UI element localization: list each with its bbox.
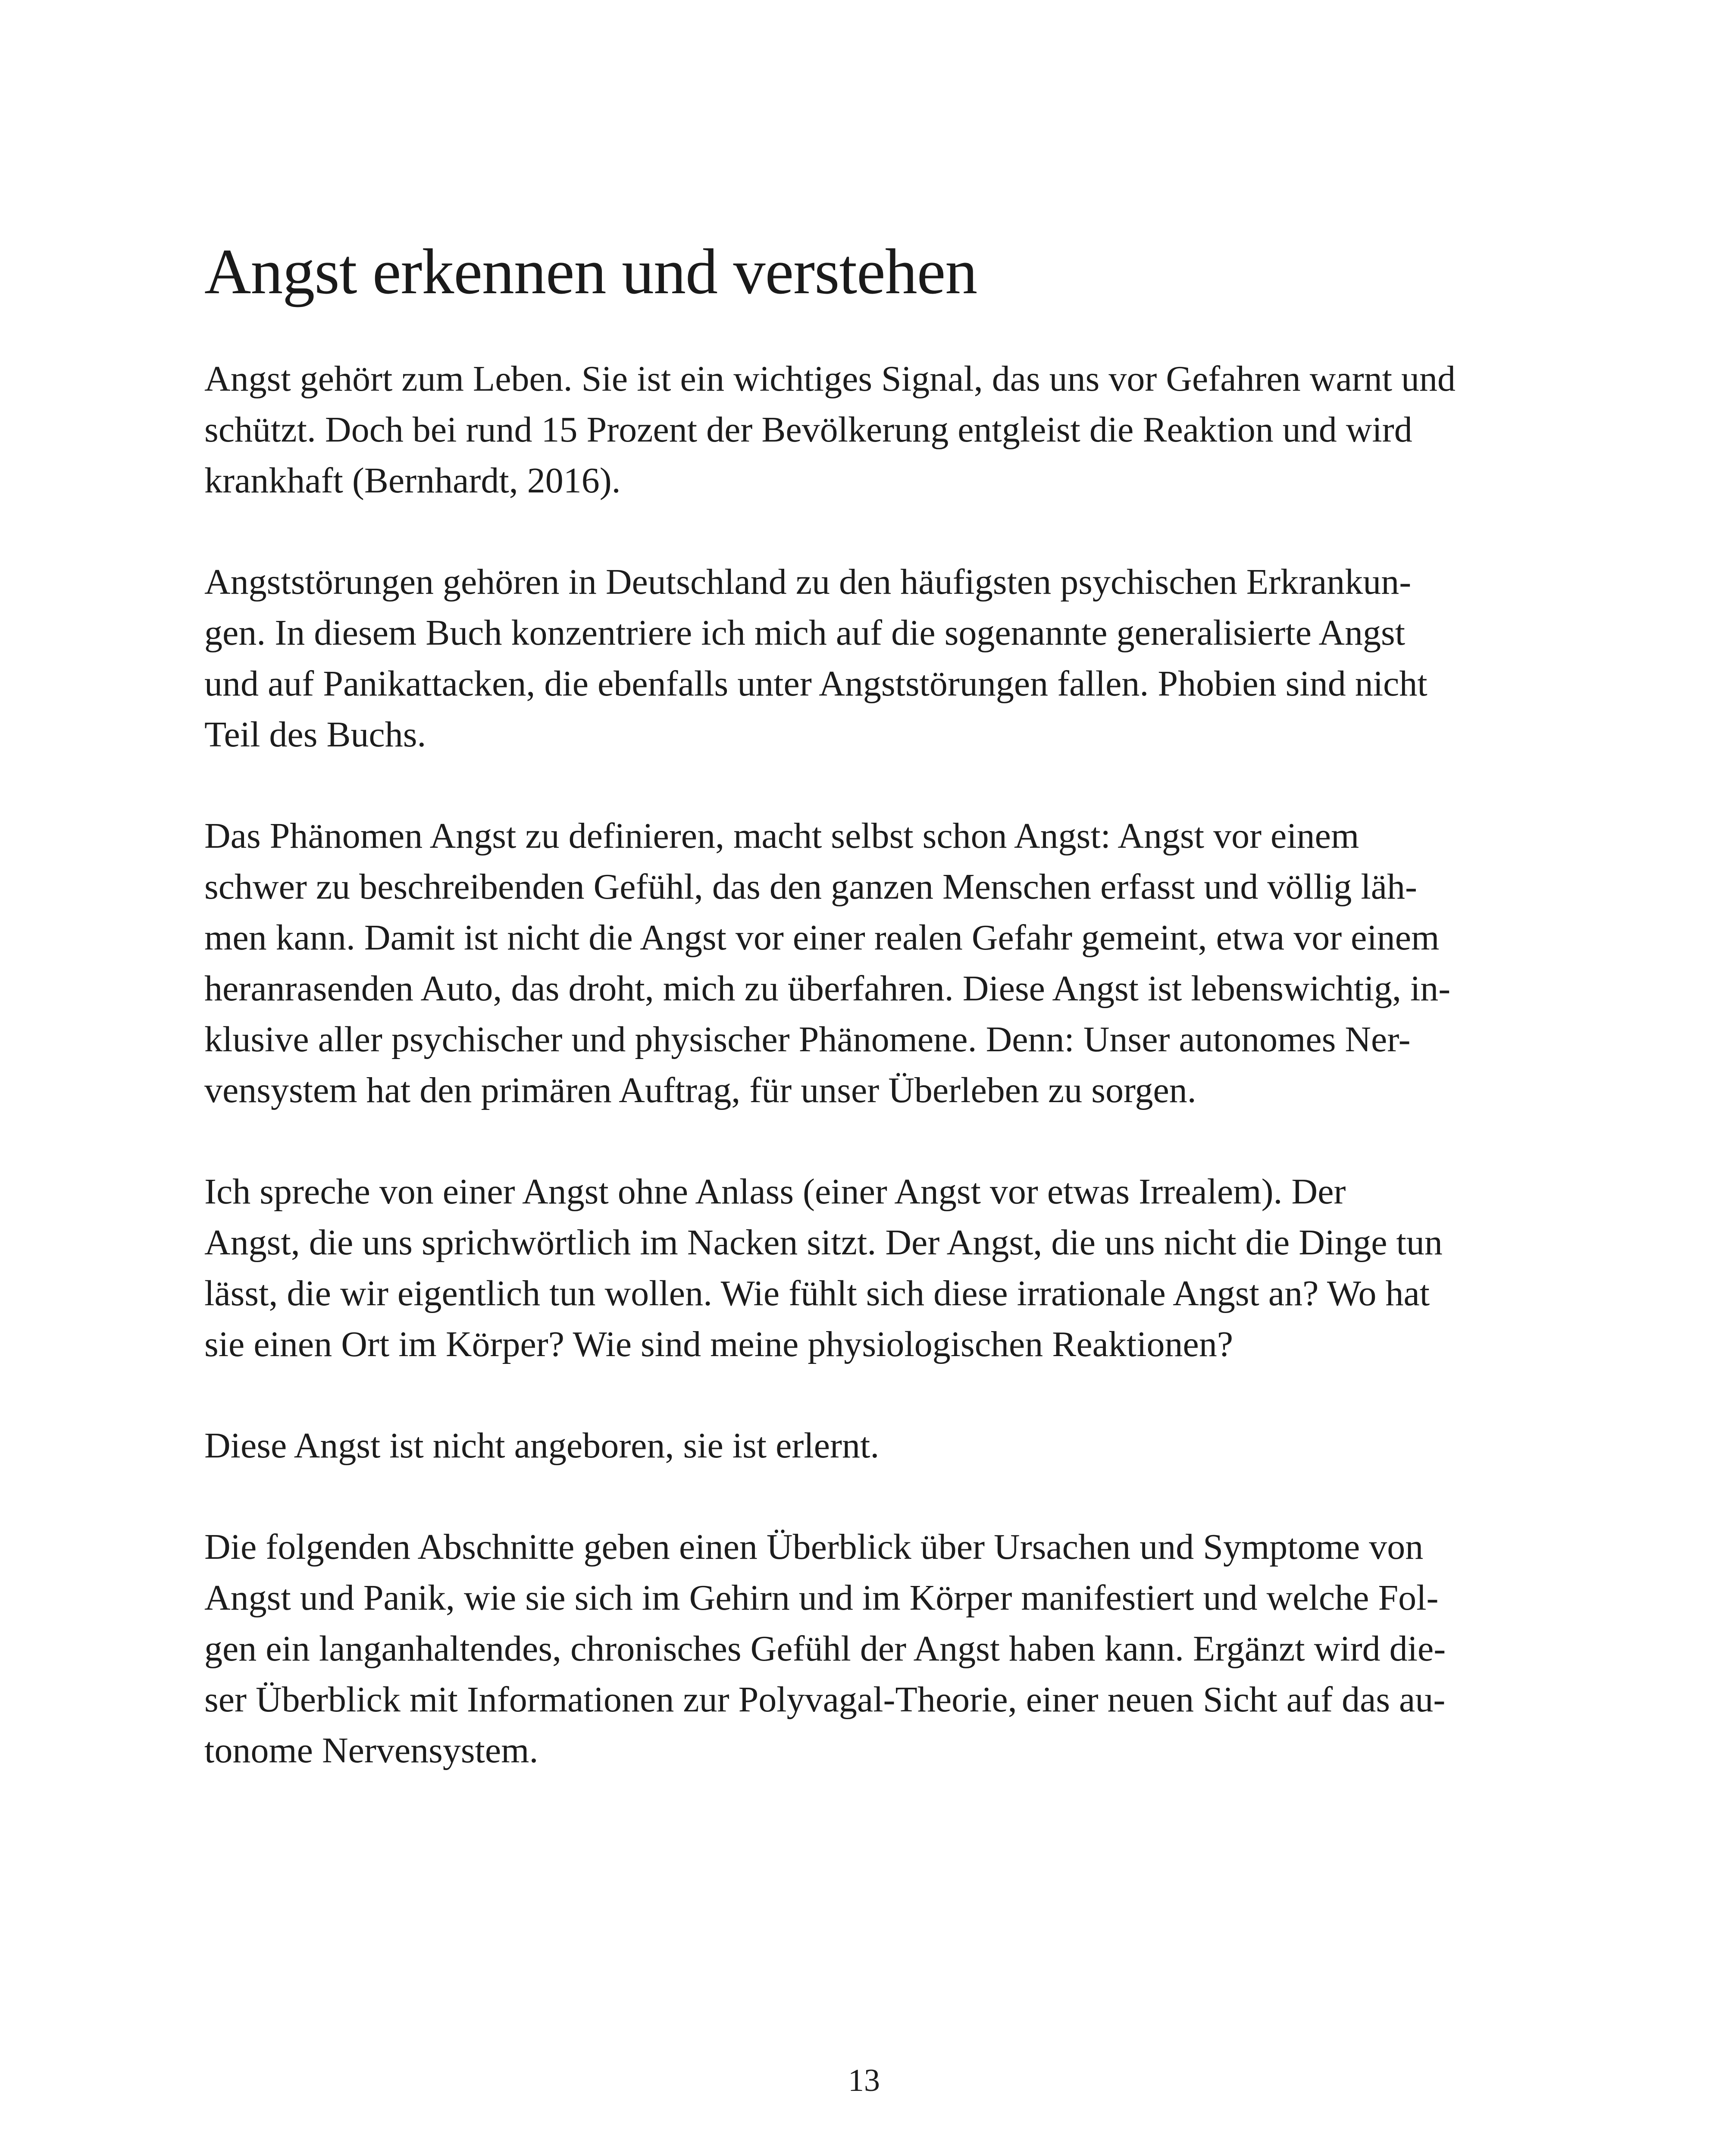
text-line: heranrasenden Auto, das droht, mich zu überfahren. Diese Angst ist lebenswichtig, in-	[204, 968, 1451, 1009]
text-line: gen. In diesem Buch konzentriere ich mich auf die sogenannte generalisierte Angst	[204, 613, 1406, 653]
text-line: Angst und Panik, wie sie sich im Gehirn und im Körper manifestiert und welche Fol-	[204, 1578, 1439, 1618]
chapter-title: Angst erkennen und verstehen	[204, 236, 977, 307]
text-line: krankhaft (Bernhardt, 2016).	[204, 461, 621, 501]
text-line: schützt. Doch bei rund 15 Prozent der Bevölkerung entgleist die Reaktion und wird	[204, 410, 1412, 450]
text-line: schwer zu beschreibenden Gefühl, das den ganzen Menschen erfasst und völlig läh-	[204, 867, 1418, 907]
body-paragraph	[204, 557, 1532, 760]
text-line: Die folgenden Abschnitte geben einen Überblick über Ursachen und Symptome von	[204, 1527, 1424, 1567]
text-line: und auf Panikattacken, die ebenfalls unter Angststörungen fallen. Phobien sind nicht	[204, 664, 1427, 704]
text-line: lässt, die wir eigentlich tun wollen. Wie fühlt sich diese irrationale Angst an? Wo hat	[204, 1273, 1430, 1313]
body-paragraph	[204, 1166, 1532, 1370]
body-paragraph	[204, 1420, 1532, 1471]
text-line: Ich spreche von einer Angst ohne Anlass (einer Angst vor etwas Irrealem). Der	[204, 1172, 1346, 1212]
body-paragraph	[204, 1522, 1532, 1776]
text-line: sie einen Ort im Körper? Wie sind meine physiologischen Reaktionen?	[204, 1324, 1233, 1364]
text-line: vensystem hat den primären Auftrag, für unser Überleben zu sorgen.	[204, 1070, 1196, 1110]
text-line: Angst, die uns sprichwörtlich im Nacken sitzt. Der Angst, die uns nicht die Dinge tun	[204, 1222, 1443, 1263]
text-line: Das Phänomen Angst zu definieren, macht selbst schon Angst: Angst vor einem	[204, 816, 1359, 856]
page-number: 13	[848, 2063, 880, 2098]
text-line: gen ein langanhaltendes, chronisches Gefühl der Angst haben kann. Ergänzt wird die-	[204, 1629, 1446, 1669]
text-line: klusive aller psychischer und physischer Phänomene. Denn: Unser autonomes Ner-	[204, 1019, 1411, 1059]
text-line: men kann. Damit ist nicht die Angst vor einer realen Gefahr gemeint, etwa vor einem	[204, 918, 1440, 958]
text-line: ser Überblick mit Informationen zur Polyvagal-Theorie, einer neuen Sicht auf das au-	[204, 1680, 1446, 1720]
text-line: tonome Nervensystem.	[204, 1730, 538, 1771]
text-line: Teil des Buchs.	[204, 714, 426, 755]
text-line: Diese Angst ist nicht angeboren, sie ist erlernt.	[204, 1426, 880, 1466]
body-text	[204, 354, 1532, 1776]
page-content	[204, 233, 1532, 1827]
body-paragraph	[204, 354, 1532, 506]
body-paragraph	[204, 811, 1532, 1116]
text-line: Angst gehört zum Leben. Sie ist ein wichtiges Signal, das uns vor Gefahren warnt und	[204, 359, 1456, 399]
text-line: Angststörungen gehören in Deutschland zu den häufigsten psychischen Erkrankun-	[204, 562, 1412, 602]
